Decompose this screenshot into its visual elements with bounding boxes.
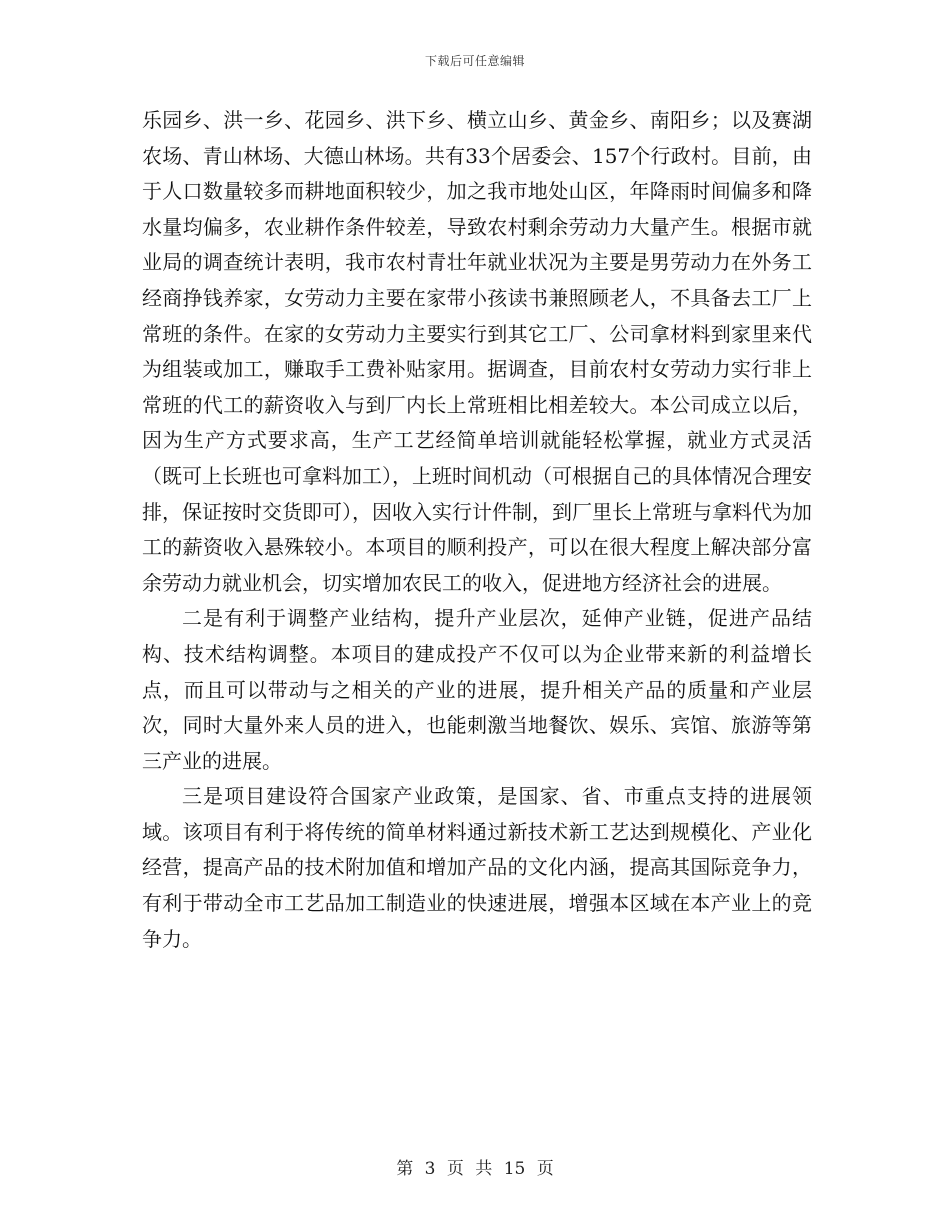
paragraph-1: 乐园乡、洪一乡、花园乡、洪下乡、横立山乡、黄金乡、南阳乡；以及赛湖农场、青山林场、大德山林场。共有33个居委会、157个行政村。目前，由于人口数量较多而耕地面积较少，加之我市地处山区，年降雨时间偏多和降水量均偏多，农业耕作条件较差，导致农村剩余劳动力大量产生。根据市就业局的调查统计表明，我市农村青壮年就业状况为主要是男劳动力在外务工经商挣钱养家，女劳动力主要在家带小孩读书兼照顾老人，不具备去工厂上常班的条件。在家的女劳动力主要实行到其它工厂、公司拿材料到家里来代为组装或加工，赚取手工费补贴家用。据调查，目前农村女劳动力实行非上常班的代工的薪资收入与到厂内长上常班相比相差较大。本公司成立以后，因为生产方式要求高，生产工艺经简单培训就能轻松掌握，就业方式灵活（既可上长班也可拿料加工），上班时间机动（可根据自己的具体情况合理安排，保证按时交货即可），因收入实行计件制，到厂里长上常班与拿料代为加工的薪资收入悬殊较小。本项目的顺利投产，可以在很大程度上解决部分富余劳动力就业机会，切实增加农民工的收入，促进地方经济社会的进展。 <box>142 108 812 595</box>
page-number-footer: 第 3 页 共 15 页 <box>396 1159 554 1179</box>
page-header: 下载后可任意编辑 <box>424 54 525 68</box>
paragraph-2: 二是有利于调整产业结构，提升产业层次，延伸产业链，促进产品结构、技术结构调整。本项目的建成投产不仅可以为企业带来新的利益增长点，而且可以带动与之相关的产业的进展，提升相关产品的质量和产业层次，同时大量外来人员的进入，也能刺激当地餐饮、娱乐、宾馆、旅游等第三产业的进展。 <box>142 606 812 773</box>
document-body <box>142 103 812 957</box>
paragraph-3: 三是项目建设符合国家产业政策，是国家、省、市重点支持的进展领域。该项目有利于将传统的简单材料通过新技术新工艺达到规模化、产业化经营，提高产品的技术附加值和增加产品的文化内涵，提高其国际竞争力，有利于带动全市工艺品加工制造业的快速进展，增强本区域在本产业上的竞争力。 <box>142 784 812 951</box>
